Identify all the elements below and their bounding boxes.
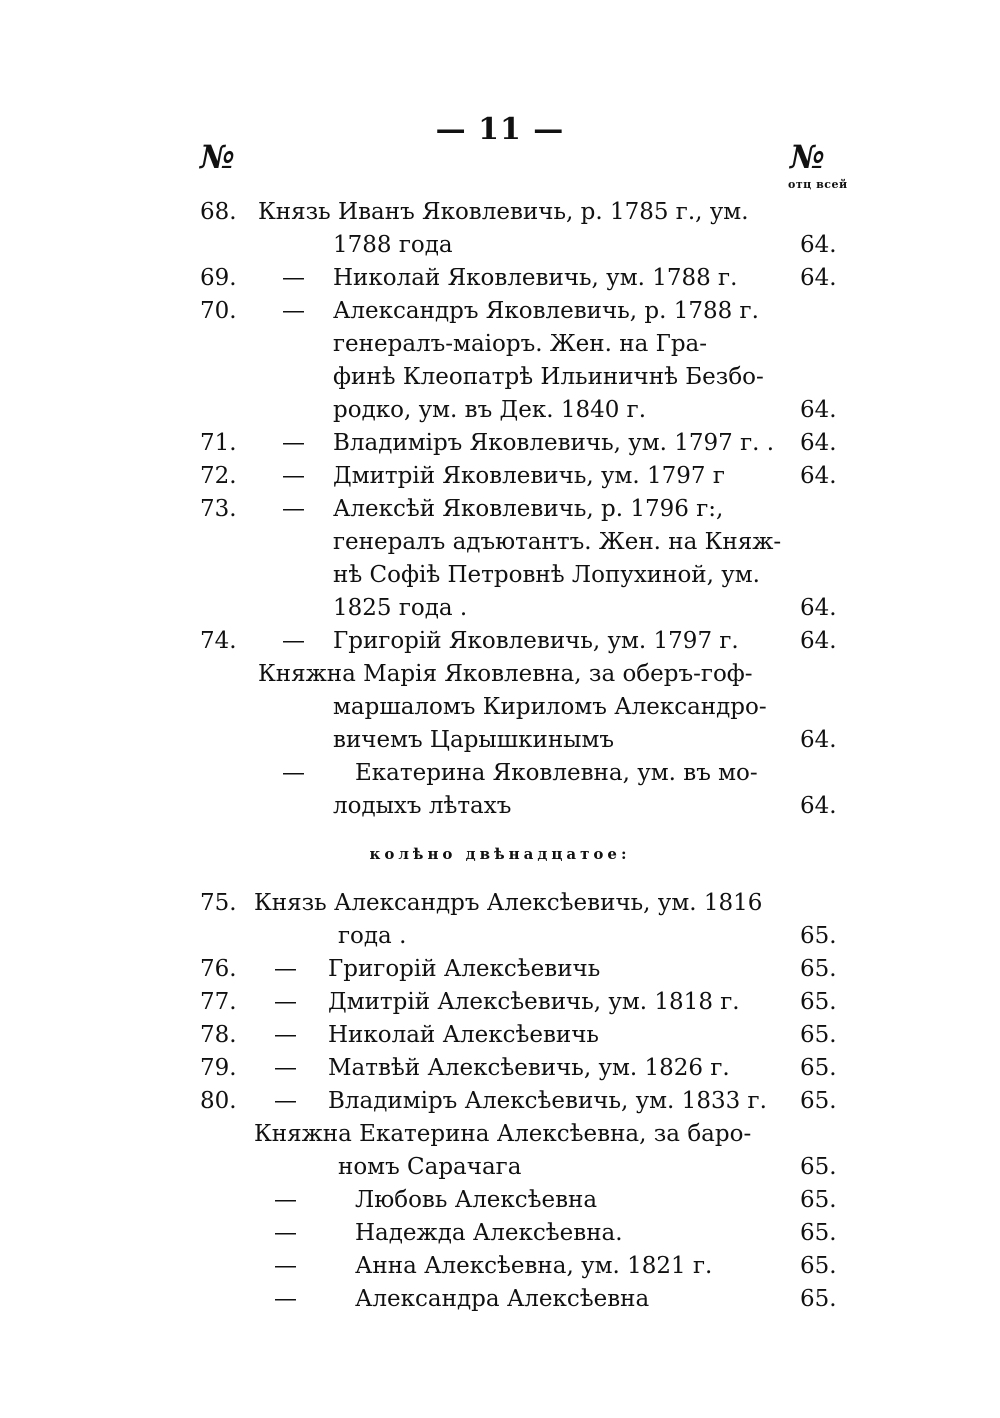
ditto-dash: — <box>274 1286 297 1312</box>
father-reference: 65. <box>800 1088 837 1114</box>
entry-text: родко, ум. въ Дек. 1840 г. <box>333 397 647 423</box>
father-reference: 64. <box>800 727 837 753</box>
father-reference: 64. <box>800 430 837 456</box>
entry-number: 76. <box>200 956 237 982</box>
ditto-dash: — <box>282 760 305 786</box>
ditto-dash: — <box>274 1088 297 1114</box>
entry-text: Григорій Яковлевичь, ум. 1797 г. <box>333 628 739 654</box>
entry-text: 1825 года . <box>333 595 468 621</box>
entry-line <box>0 394 1000 427</box>
entry-line <box>0 625 1000 658</box>
entry-text: Владиміръ Алексѣевичь, ум. 1833 г. <box>328 1088 767 1114</box>
entry-line <box>0 427 1000 460</box>
entry-line <box>0 493 1000 526</box>
entry-text: Николай Яковлевичь, ум. 1788 г. <box>333 265 738 291</box>
entry-line <box>0 361 1000 394</box>
father-reference: 65. <box>800 1187 837 1213</box>
father-reference: 64. <box>800 265 837 291</box>
ditto-dash: — <box>274 1220 297 1246</box>
entry-line <box>0 1019 1000 1052</box>
section-heading: колѣно двѣнадцатое: <box>369 845 631 863</box>
entry-number: 71. <box>200 430 237 456</box>
entry-line <box>0 262 1000 295</box>
entry-text: Александра Алексѣевна <box>355 1286 650 1312</box>
entry-text: 1788 года <box>333 232 453 258</box>
page-number: — 11 — <box>435 112 565 147</box>
entry-line <box>0 1085 1000 1118</box>
entry-text: Княжна Екатерина Алексѣевна, за баро- <box>254 1121 752 1147</box>
father-reference: 65. <box>800 1154 837 1180</box>
ditto-dash: — <box>274 956 297 982</box>
entry-line <box>0 658 1000 691</box>
entry-number: 72. <box>200 463 237 489</box>
entry-text: Николай Алексѣевичь <box>328 1022 599 1048</box>
entry-text: лодыхъ лѣтахъ <box>333 793 512 819</box>
entry-number: 74. <box>200 628 237 654</box>
entry-text: Григорій Алексѣевичь <box>328 956 601 982</box>
ditto-dash: — <box>274 989 297 1015</box>
section-generation-11 <box>0 196 1000 823</box>
entry-text: Екатерина Яковлевна, ум. въ мо- <box>355 760 758 786</box>
entry-text: финѣ Клеопатрѣ Ильиничнѣ Безбо- <box>333 364 764 390</box>
entry-line <box>0 196 1000 229</box>
father-reference: 65. <box>800 1286 837 1312</box>
entry-text: Алексѣй Яковлевичь, р. 1796 г:, <box>333 496 724 522</box>
entry-line <box>0 1151 1000 1184</box>
ditto-dash: — <box>282 628 305 654</box>
ditto-dash: — <box>274 1022 297 1048</box>
entry-text: Дмитрій Алексѣевичь, ум. 1818 г. <box>328 989 740 1015</box>
father-number-column-header: № <box>790 138 825 176</box>
entry-number: 75. <box>200 890 237 916</box>
number-column-header: № <box>200 138 235 176</box>
entry-text: маршаломъ Кириломъ Александро- <box>333 694 767 720</box>
ditto-dash: — <box>282 496 305 522</box>
entry-number: 79. <box>200 1055 237 1081</box>
entry-text: Владиміръ Яковлевичь, ум. 1797 г. . <box>333 430 775 456</box>
entry-line <box>0 1052 1000 1085</box>
ditto-dash: — <box>282 298 305 324</box>
father-reference: 64. <box>800 628 837 654</box>
entry-text: вичемъ Царышкинымъ <box>333 727 614 753</box>
genealogy-entries <box>0 196 1000 1316</box>
entry-line <box>0 1250 1000 1283</box>
father-reference: 65. <box>800 1220 837 1246</box>
entry-number: 70. <box>200 298 237 324</box>
ditto-dash: — <box>282 463 305 489</box>
entry-text: года . <box>338 923 407 949</box>
entry-text: Дмитрій Яковлевичь, ум. 1797 г <box>333 463 725 489</box>
entry-text: генералъ-маіоръ. Жен. на Гра- <box>333 331 708 357</box>
entry-number: 68. <box>200 199 237 225</box>
entry-number: 80. <box>200 1088 237 1114</box>
entry-line <box>0 460 1000 493</box>
entry-line <box>0 953 1000 986</box>
entry-line <box>0 724 1000 757</box>
entry-line <box>0 920 1000 953</box>
entry-line <box>0 1118 1000 1151</box>
entry-number: 78. <box>200 1022 237 1048</box>
section-generation-12 <box>0 887 1000 1316</box>
father-column-label: отц всей <box>788 178 848 191</box>
entry-line <box>0 887 1000 920</box>
entry-text: Надежда Алексѣевна. <box>355 1220 623 1246</box>
entry-text: Князь Александръ Алексѣевичь, ум. 1816 <box>254 890 763 916</box>
entry-line <box>0 1184 1000 1217</box>
entry-line <box>0 986 1000 1019</box>
entry-line <box>0 757 1000 790</box>
ditto-dash: — <box>282 265 305 291</box>
entry-text: генералъ адъютантъ. Жен. на Княж- <box>333 529 782 555</box>
entry-number: 77. <box>200 989 237 1015</box>
ditto-dash: — <box>274 1055 297 1081</box>
father-reference: 65. <box>800 1055 837 1081</box>
entry-text: номъ Сарачага <box>338 1154 522 1180</box>
father-reference: 64. <box>800 463 837 489</box>
entry-number: 69. <box>200 265 237 291</box>
father-reference: 64. <box>800 232 837 258</box>
entry-text: Князь Иванъ Яковлевичь, р. 1785 г., ум. <box>258 199 749 225</box>
entry-text: Любовь Алексѣевна <box>355 1187 598 1213</box>
father-reference: 65. <box>800 1253 837 1279</box>
entry-line <box>0 526 1000 559</box>
ditto-dash: — <box>282 430 305 456</box>
entry-line <box>0 328 1000 361</box>
entry-text: Княжна Марія Яковлевна, за оберъ-гоф- <box>258 661 753 687</box>
entry-line <box>0 229 1000 262</box>
father-reference: 65. <box>800 956 837 982</box>
father-reference: 65. <box>800 989 837 1015</box>
ditto-dash: — <box>274 1253 297 1279</box>
entry-line <box>0 691 1000 724</box>
father-reference: 64. <box>800 595 837 621</box>
entry-line <box>0 592 1000 625</box>
entry-text: Матвѣй Алексѣевичь, ум. 1826 г. <box>328 1055 730 1081</box>
entry-line <box>0 1217 1000 1250</box>
ditto-dash: — <box>274 1187 297 1213</box>
entry-text: Александръ Яковлевичь, р. 1788 г. <box>333 298 759 324</box>
entry-text: Анна Алексѣевна, ум. 1821 г. <box>355 1253 713 1279</box>
father-reference: 64. <box>800 793 837 819</box>
entry-text: нѣ Софіѣ Петровнѣ Лопухиной, ум. <box>333 562 760 588</box>
entry-line <box>0 790 1000 823</box>
entry-line <box>0 295 1000 328</box>
father-reference: 65. <box>800 923 837 949</box>
father-reference: 64. <box>800 397 837 423</box>
father-reference: 65. <box>800 1022 837 1048</box>
entry-number: 73. <box>200 496 237 522</box>
entry-line <box>0 559 1000 592</box>
entry-line <box>0 1283 1000 1316</box>
